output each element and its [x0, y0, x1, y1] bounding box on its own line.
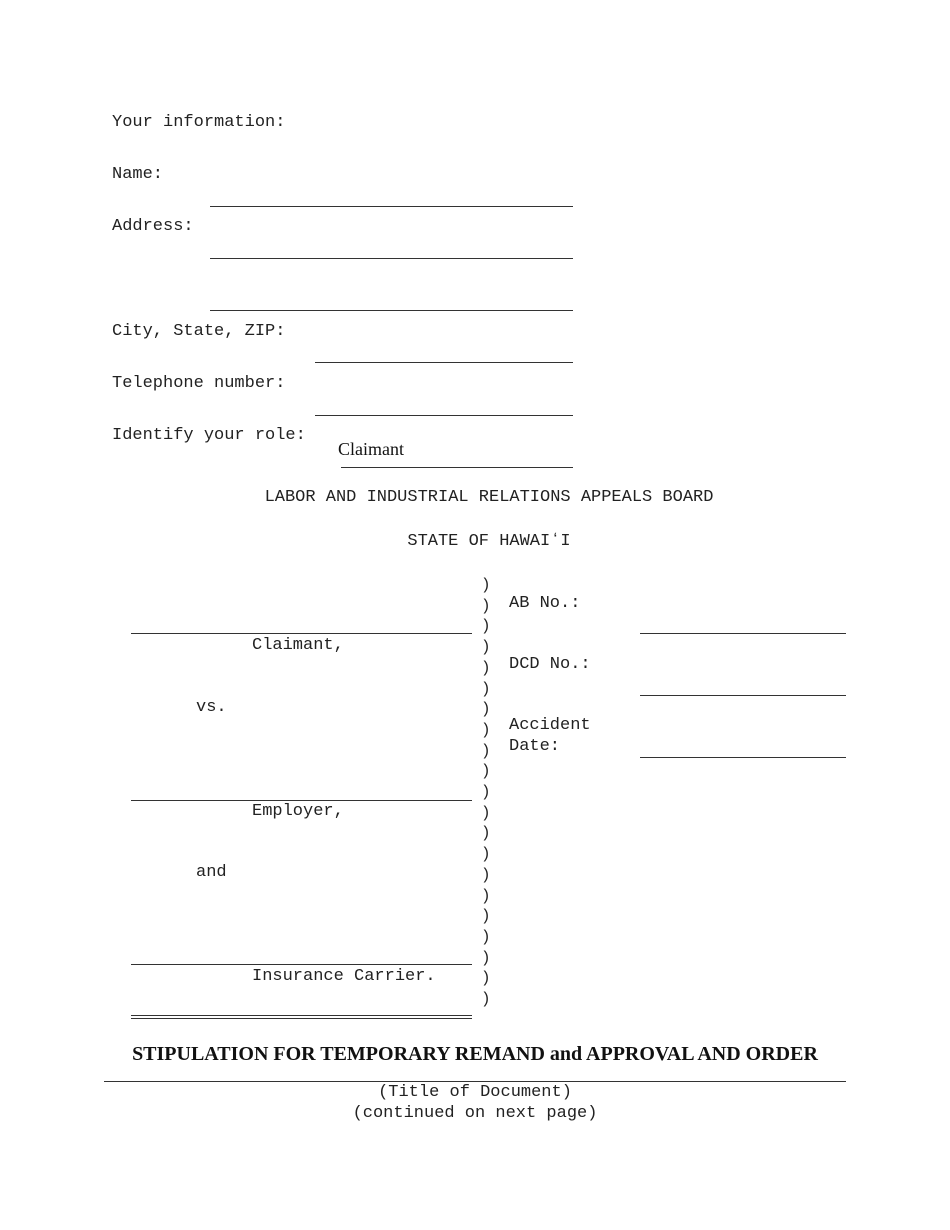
caption-paren: )	[481, 679, 491, 698]
address-label: Address:	[112, 217, 194, 236]
city-state-zip-underline	[315, 362, 573, 363]
carrier-underline	[131, 964, 472, 965]
caption-paren: )	[481, 803, 491, 822]
vs-label: vs.	[196, 698, 227, 717]
caption-bottom-double-rule	[131, 1015, 472, 1019]
name-underline	[210, 206, 573, 207]
dcd-no-label: DCD No.:	[509, 655, 591, 674]
name-field[interactable]	[212, 180, 572, 204]
board-heading: LABOR AND INDUSTRIAL RELATIONS APPEALS BOARD	[264, 488, 714, 507]
accident-label: Accident	[509, 716, 591, 735]
state-heading: STATE OF HAWAIʻI	[407, 532, 571, 551]
caption-paren: )	[481, 576, 491, 594]
employer-underline	[131, 800, 472, 801]
caption-parentheses	[481, 575, 491, 1010]
telephone-field[interactable]	[318, 389, 570, 413]
caption-paren: )	[481, 865, 491, 884]
caption-paren: )	[481, 762, 491, 781]
carrier-label: Insurance Carrier.	[252, 967, 436, 986]
document-title: STIPULATION FOR TEMPORARY REMAND and APPROVAL AND ORDER	[132, 1043, 818, 1065]
ab-no-underline[interactable]	[640, 633, 846, 634]
address-line2-field[interactable]	[212, 284, 572, 308]
caption-paren: )	[481, 969, 491, 988]
caption-paren: )	[481, 845, 491, 864]
caption-paren: )	[481, 783, 491, 802]
date-label: Date:	[509, 737, 561, 756]
caption-paren: )	[481, 886, 491, 905]
role-underline	[341, 467, 573, 468]
continued-note: (continued on next page)	[352, 1104, 598, 1123]
role-field[interactable]: Claimant	[338, 439, 404, 459]
caption-paren: )	[481, 700, 491, 719]
title-of-document-caption: (Title of Document)	[378, 1083, 572, 1102]
claimant-label: Claimant,	[252, 636, 344, 655]
city-state-zip-label: City, State, ZIP:	[112, 322, 286, 341]
dcd-no-underline[interactable]	[640, 695, 846, 696]
address-line1-field[interactable]	[212, 232, 572, 256]
ab-no-label: AB No.:	[509, 594, 581, 613]
document-title-underline	[104, 1081, 846, 1082]
accident-date-underline[interactable]	[640, 757, 846, 758]
caption-paren: )	[481, 824, 491, 843]
address-line2-underline	[210, 310, 573, 311]
claimant-underline	[131, 633, 472, 634]
role-label: Identify your role:	[112, 426, 306, 445]
caption-paren: )	[481, 907, 491, 926]
caption-paren: )	[481, 927, 491, 946]
caption-paren: )	[481, 638, 491, 657]
name-label: Name:	[112, 165, 164, 184]
and-label: and	[196, 863, 227, 882]
telephone-label: Telephone number:	[112, 374, 286, 393]
employer-label: Employer,	[252, 802, 344, 821]
caption-paren: )	[481, 617, 491, 636]
caption-paren: )	[481, 596, 491, 615]
caption-paren: )	[481, 741, 491, 760]
address-line1-underline	[210, 258, 573, 259]
city-state-zip-field[interactable]	[318, 336, 570, 360]
caption-paren: )	[481, 948, 491, 967]
caption-paren: )	[481, 720, 491, 739]
caption-paren: )	[481, 990, 491, 1009]
caption-paren: )	[481, 658, 491, 677]
telephone-underline	[315, 415, 573, 416]
your-information-heading: Your information:	[112, 113, 286, 132]
